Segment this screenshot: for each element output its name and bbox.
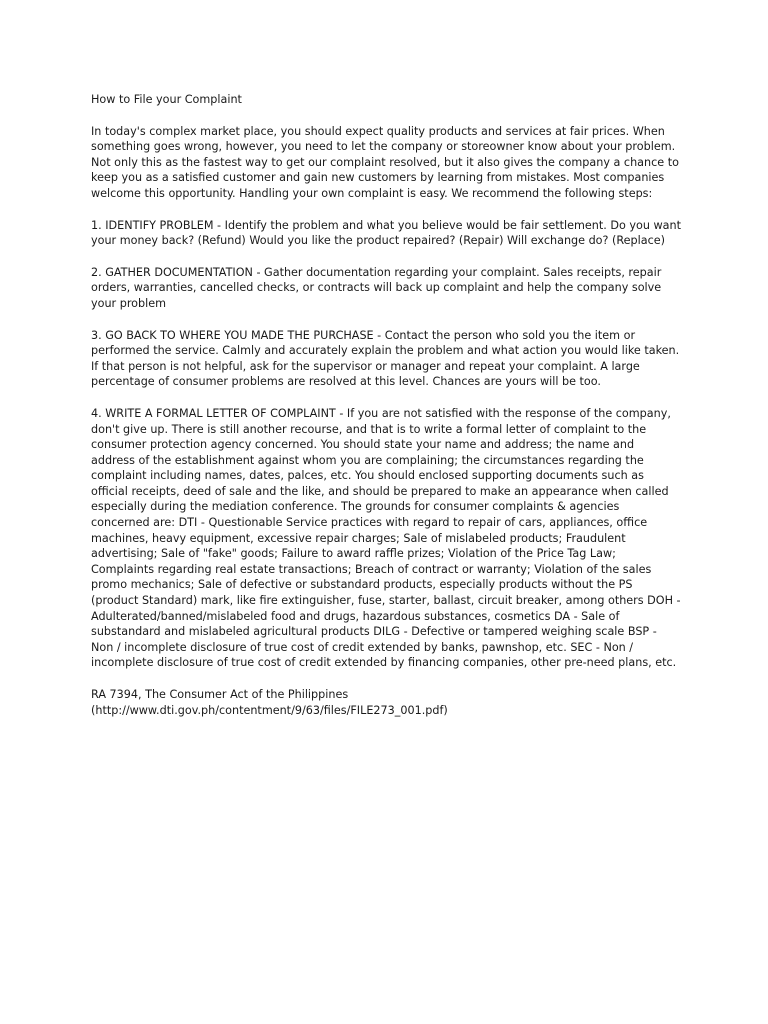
document-body	[91, 92, 681, 718]
step-go-back-to-purchase: 3. GO BACK TO WHERE YOU MADE THE PURCHASE - Contact the person who sold you the item or performed the service. Calmly and accurately explain the problem and what action you would like taken. If that person is not helpful, ask for the supervisor or manager and repeat your complaint. A large percentage of consumer problems are resolved at this level. Chances are yours will be too.	[91, 328, 680, 389]
step-identify-problem: 1. IDENTIFY PROBLEM - Identify the problem and what you believe would be fair settlement. Do you want your money back? (Refund) Would you like the product repaired? (Repair) Will exchange do? (Replace)	[91, 218, 681, 248]
step-gather-documentation: 2. GATHER DOCUMENTATION - Gather documentation regarding your complaint. Sales receipts, repair orders, warranties, cancelled checks, or contracts will back up complaint and help the company solve your problem	[91, 265, 662, 310]
source-title: RA 7394, The Consumer Act of the Philippines	[91, 688, 349, 701]
intro-paragraph: In today's complex market place, you should expect quality products and services at fair prices. When something goes wrong, however, you need to let the company or storeowner know about your problem. Not only this as the fastest way to get our complaint resolved, but it also gives the company a chance to keep you as a satisfied customer and gain new customers by learning from mistakes. Most companies welcome this opportunity. Handling your own complaint is easy. We recommend the following steps:	[91, 124, 679, 200]
source-url: (http://www.dti.gov.ph/contentment/9/63/files/FILE273_001.pdf)	[91, 703, 448, 717]
step-write-formal-letter: 4. WRITE A FORMAL LETTER OF COMPLAINT - If you are not satisfied with the response of the company, don't give up. There is still another recourse, and that is to write a formal letter of complaint to the consumer protection agency concerned. You should state your name and address; the name and address of the establishment against whom you are complaining; the circumstances regarding the complaint including names, dates, palces, etc. You should enclosed supporting documents such as official receipts, deed of sale and the like, and should be prepared to make an appearance when called especially during the mediation conference. The grounds for consumer complaints & agencies concerned are: DTI - Questionable Service practices with regard to repair of cars, appliances, office machines, heavy equipment, excessive repair charges; Sale of mislabeled products; Fraudulent advertising; Sale of "fake" goods; Failure to award raffle prizes; Violation of the Price Tag Law; Complaints regarding real estate transactions; Breach of contract or warranty; Violation of the sales promo mechanics; Sale of defective or substandard products, especially products without the PS (product Standard) mark, like fire extinguisher, fuse, starter, ballast, circuit breaker, among others DOH - Adulterated/banned/mislabeled food and drugs, hazardous substances, cosmetics DA - Sale of substandard and mislabeled agricultural products DILG - Defective or tampered weighing scale BSP - Non / incomplete disclosure of true cost of credit extended by banks, pawnshop, etc. SEC - Non / incomplete disclosure of true cost of credit extended by financing companies, other pre-need plans, etc.	[91, 406, 681, 670]
document-title: How to File your Complaint	[91, 93, 242, 106]
source-reference	[91, 687, 681, 718]
